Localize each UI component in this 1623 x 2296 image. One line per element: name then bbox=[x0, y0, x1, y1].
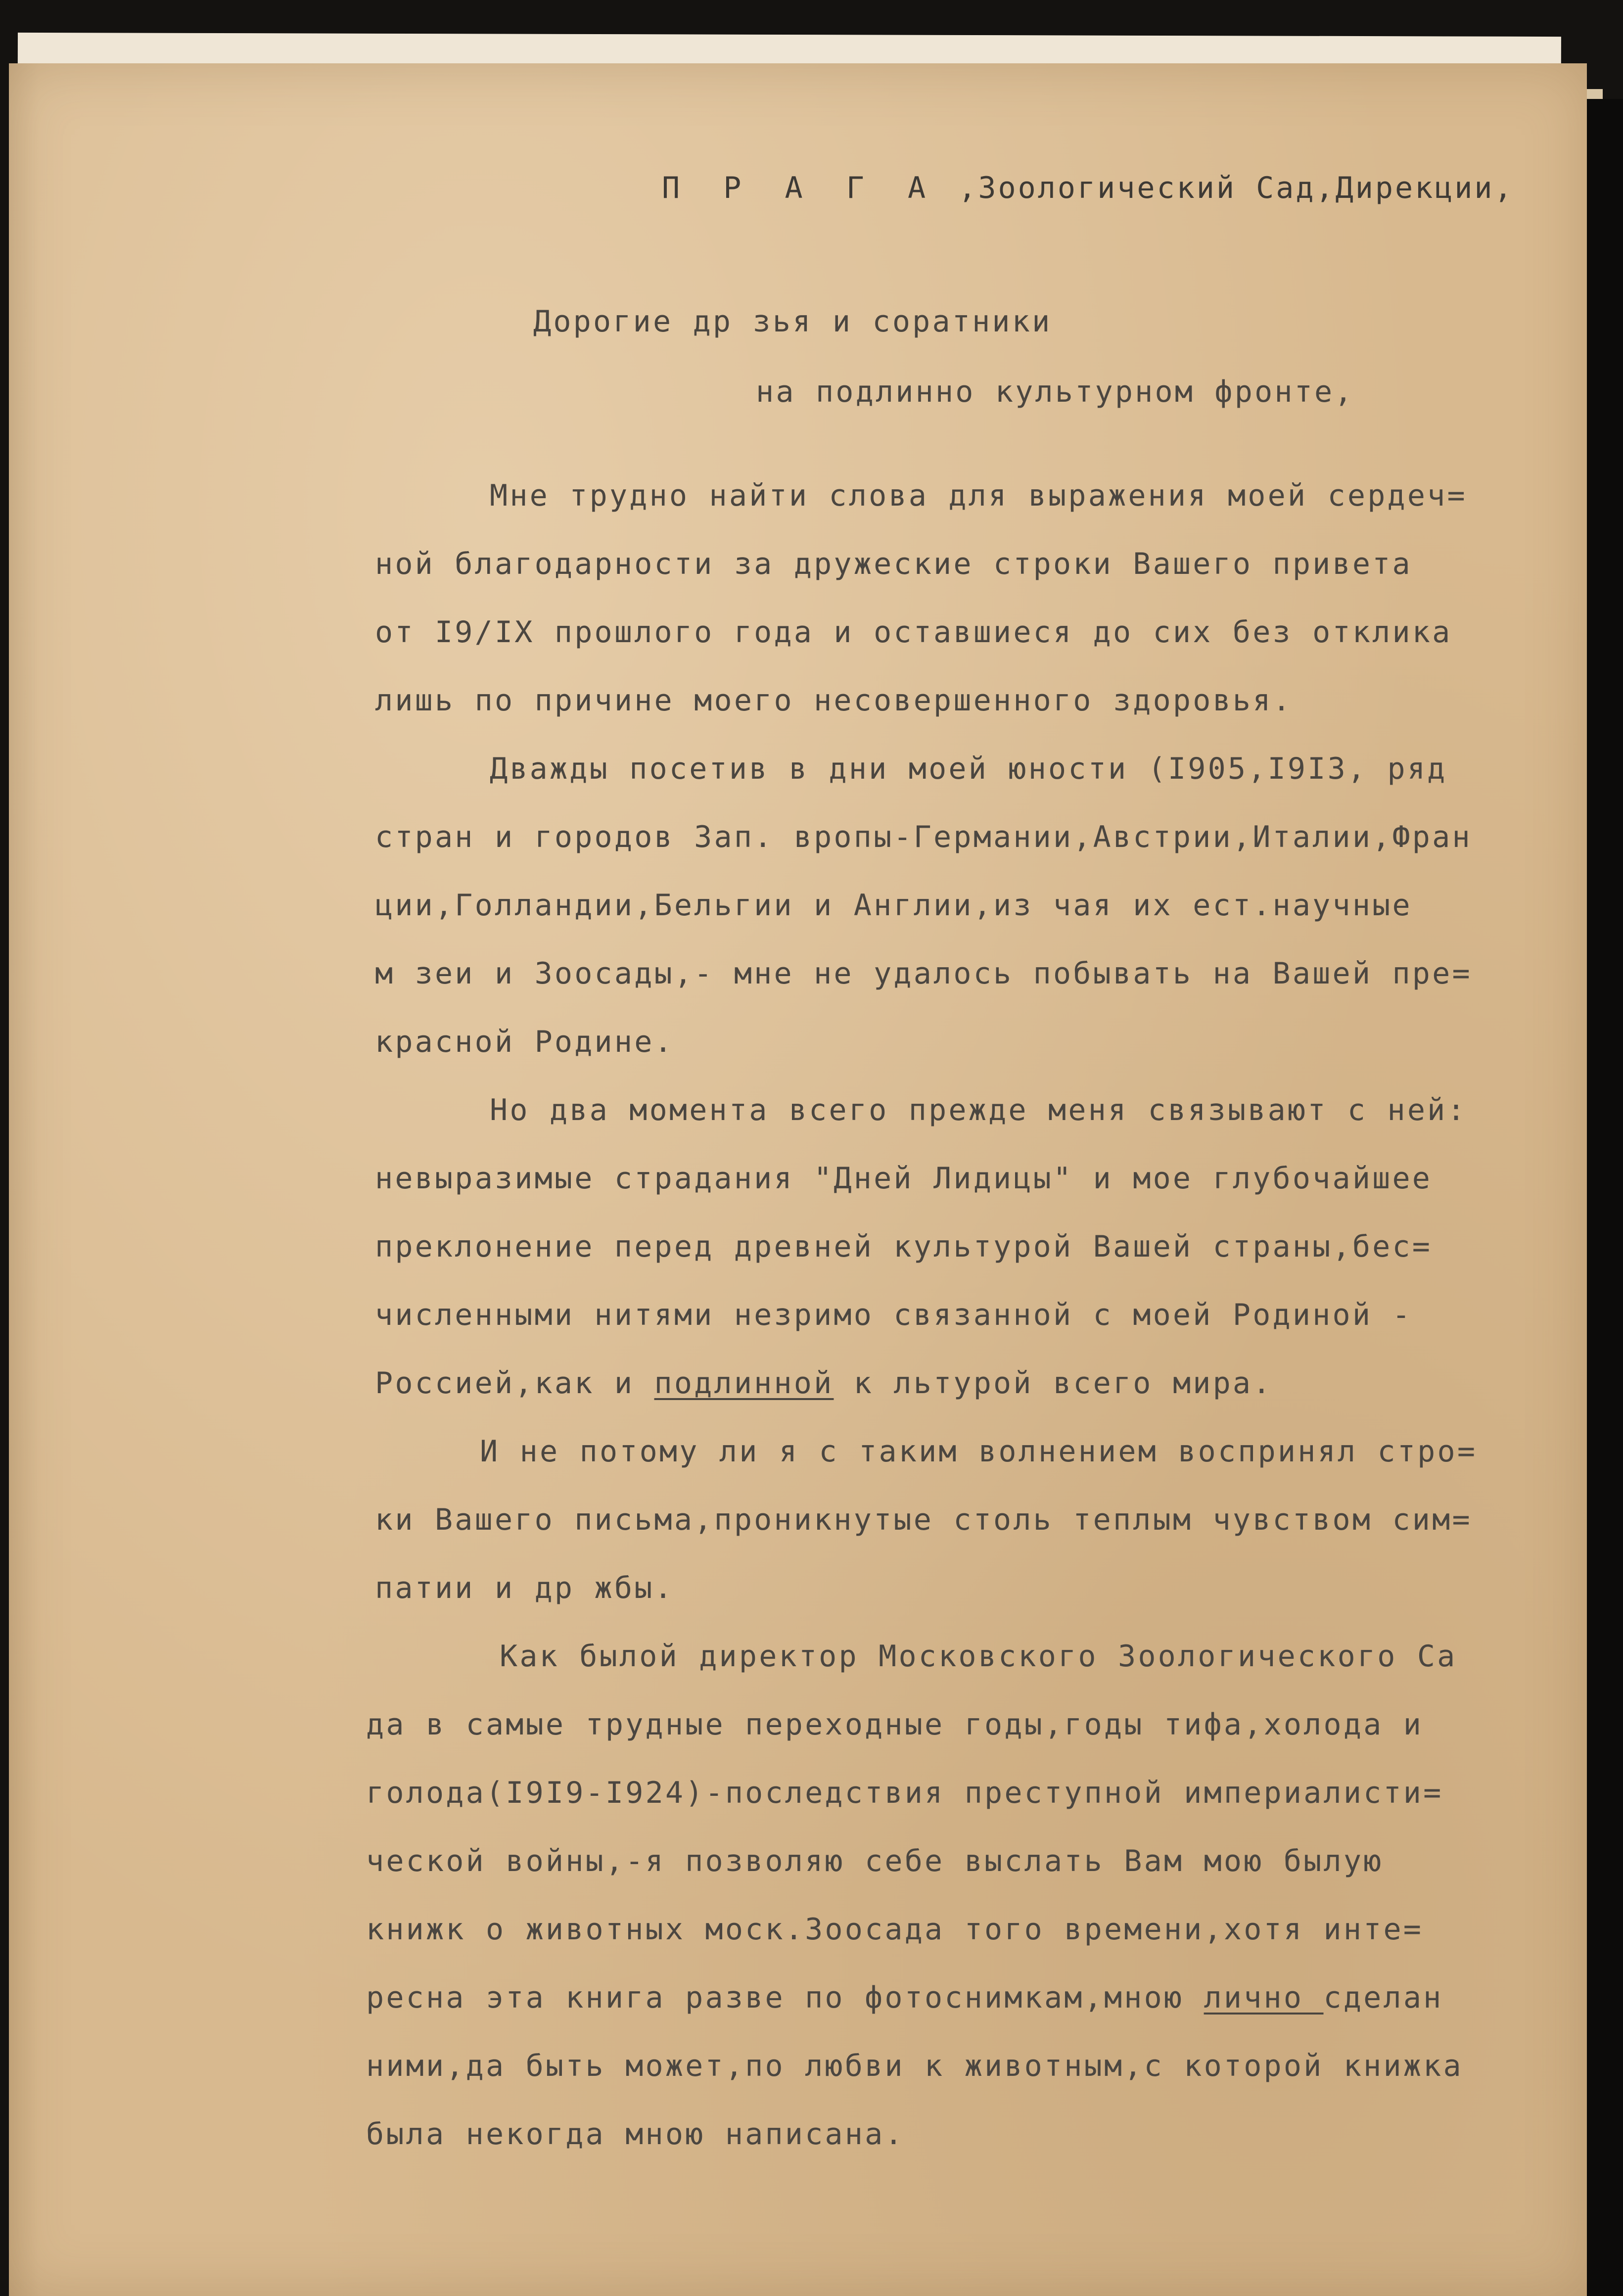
body-line-17: патии и др жбы. bbox=[375, 1571, 674, 1605]
body-line-2: ной благодарности за дружеские строки Вашего привета bbox=[375, 547, 1412, 581]
body-line-7: ции,Голландии,Бельгии и Англии,из чая их ест.научные bbox=[375, 888, 1412, 923]
body-line-22: книжк о животных моск.Зоосада того времени,хотя инте= bbox=[366, 1912, 1424, 1947]
body-line-23 bbox=[366, 1980, 1443, 2015]
heading-addressee: ,Зоологический Сад,Дирекции, bbox=[938, 171, 1514, 205]
body-line-14-start: Россией,как и bbox=[375, 1366, 654, 1401]
body-line-11: невыразимые страдания "Дней Лидицы" и мое глубочайшее bbox=[375, 1161, 1433, 1196]
scan-shadow bbox=[1587, 99, 1623, 2296]
body-line-25: была некогда мною написана. bbox=[366, 2117, 905, 2152]
body-line-6: стран и городов Зап. вропы-Германии,Австрии,Италии,Фран bbox=[375, 820, 1472, 854]
underlined-word-personally: лично bbox=[1204, 1980, 1324, 2015]
body-line-9: красной Родине. bbox=[375, 1025, 674, 1059]
body-line-13: численными нитями незримо связанной с моей Родиной - bbox=[375, 1298, 1412, 1332]
body-line-20: голода(I9I9-I924)-последствия преступной империалисти= bbox=[366, 1776, 1443, 1810]
body-line-12: преклонение перед древней культурой Вашей страны,бес= bbox=[375, 1229, 1433, 1264]
body-line-10: Но два момента всего прежде меня связывают с ней: bbox=[490, 1093, 1467, 1127]
body-line-1: Мне трудно найти слова для выражения моей сердеч= bbox=[490, 478, 1467, 513]
body-line-23-end: сделан bbox=[1323, 1980, 1443, 2015]
heading-city: П Р А Г А bbox=[662, 171, 939, 205]
salutation-line-2: на подлинно культурном фронте, bbox=[756, 375, 1354, 409]
salutation-line-1: Дорогие др зья и соратники bbox=[533, 304, 1052, 339]
body-line-18: Как былой директор Московского Зоологического Са bbox=[500, 1639, 1457, 1674]
body-line-15: И не потому ли я с таким волнением воспринял стро= bbox=[480, 1434, 1478, 1469]
body-line-3: от I9/IX прошлого года и оставшиеся до сих без отклика bbox=[375, 615, 1452, 650]
body-line-16: ки Вашего письма,проникнутые столь теплым чувством сим= bbox=[375, 1502, 1472, 1537]
body-line-19: да в самые трудные переходные годы,годы тифа,холода и bbox=[366, 1707, 1424, 1742]
body-line-24: ними,да быть может,по любви к животным,с которой книжка bbox=[366, 2049, 1463, 2083]
body-line-14-end: к льтурой всего мира. bbox=[834, 1366, 1273, 1401]
body-line-23-start: ресна эта книга разве по фотоснимкам,мною bbox=[366, 1980, 1204, 2015]
letter-heading bbox=[662, 173, 1514, 203]
body-line-8: м зеи и Зоосады,- мне не удалось побывать на Вашей пре= bbox=[375, 956, 1472, 991]
body-line-21: ческой войны,-я позволяю себе выслать Вам мою былую bbox=[366, 1844, 1384, 1878]
body-line-5: Дважды посетив в дни моей юности (I905,I9I3, ряд bbox=[490, 751, 1447, 786]
body-line-14 bbox=[375, 1366, 1273, 1401]
body-line-4: лишь по причине моего несовершенного здоровья. bbox=[375, 683, 1293, 718]
underlined-word-genuine: подлинной bbox=[654, 1366, 834, 1401]
